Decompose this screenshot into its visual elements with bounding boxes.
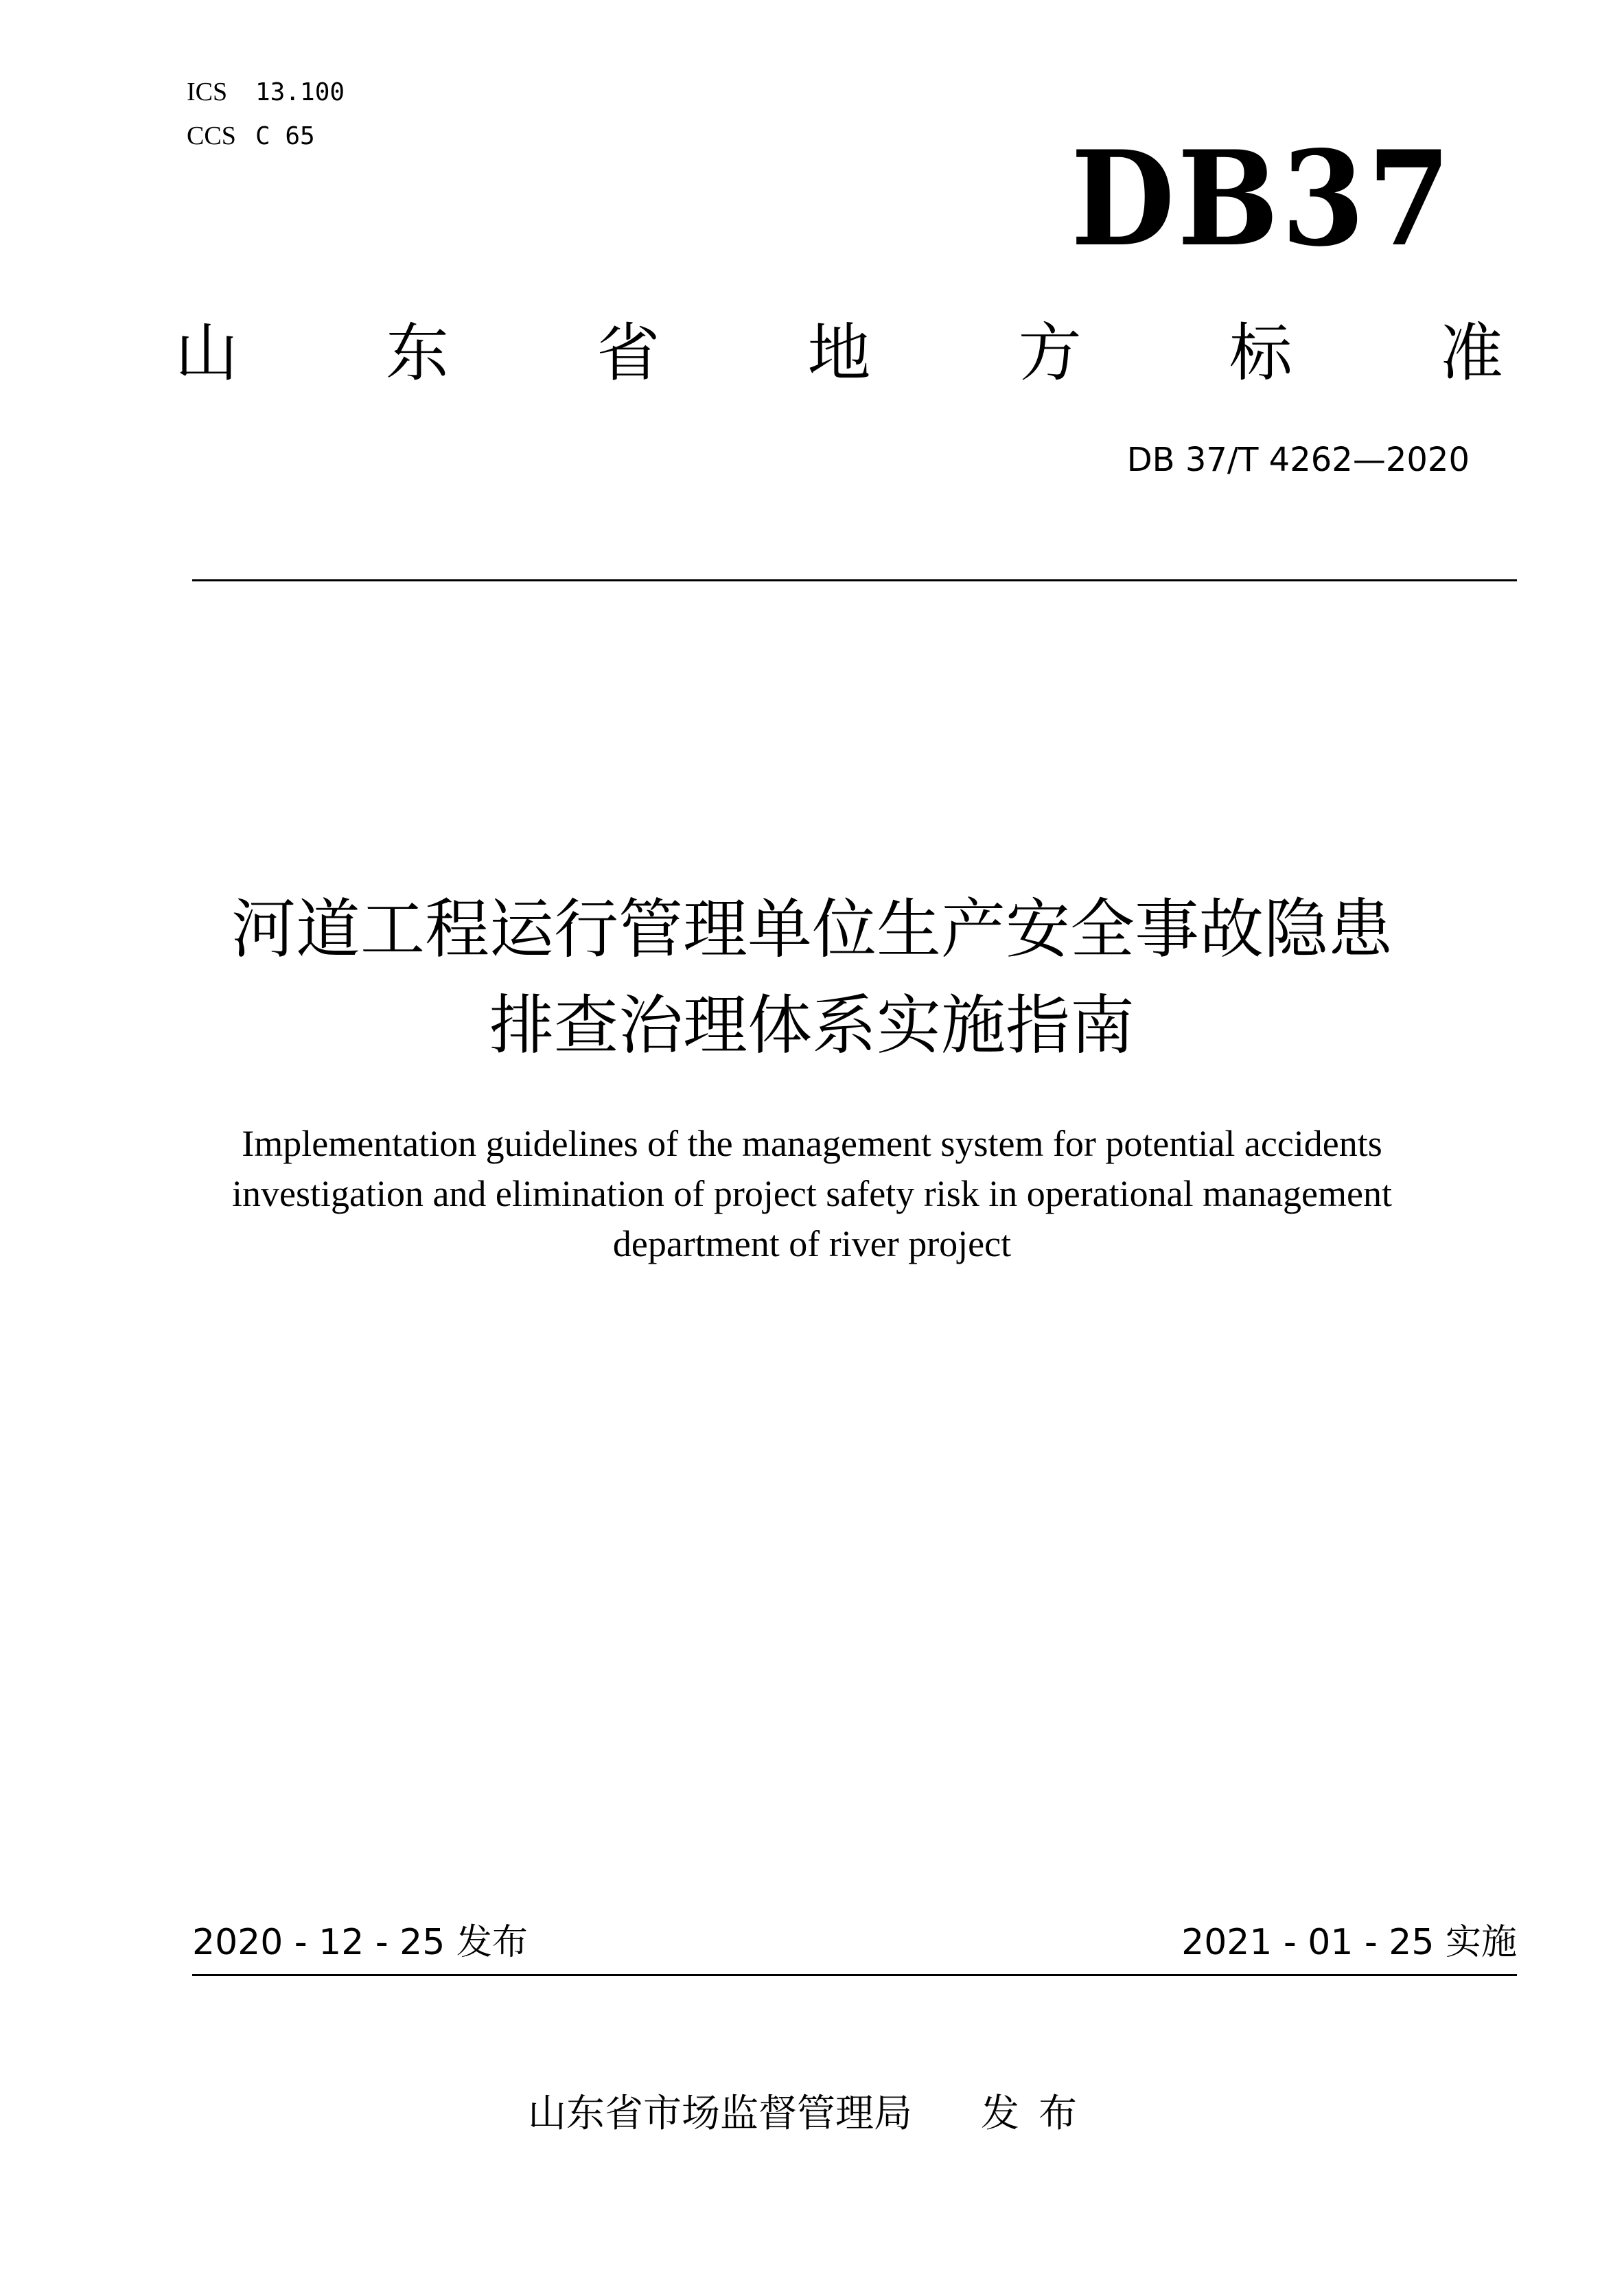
standard-type-char: 准: [1439, 316, 1503, 390]
ccs-value: C 65: [255, 122, 315, 150]
standard-type-char: 省: [596, 316, 660, 390]
publisher-name: 山东省市场监督管理局: [528, 2091, 912, 2136]
standard-type-char: 山: [175, 316, 239, 390]
ccs-label: CCS: [187, 121, 236, 150]
standard-type-char: 地: [807, 316, 871, 390]
title-english-line3: department of river project: [612, 1223, 1012, 1264]
footer-divider: [192, 1974, 1517, 1976]
standard-type-heading: [175, 312, 1503, 395]
standard-number: DB 37/T 4262—2020: [1126, 441, 1470, 479]
title-chinese-line2: 排查治理体系实施指南: [489, 988, 1135, 1063]
header-divider: [192, 579, 1517, 581]
ics-label: ICS: [187, 78, 228, 106]
db37-logo: DB37: [1071, 122, 1454, 275]
ccs-code: [187, 121, 315, 151]
publisher-line: [0, 2087, 1624, 2142]
title-chinese-line1: 河道工程运行管理单位生产安全事故隐患: [231, 892, 1393, 967]
ics-value: 13.100: [255, 78, 345, 106]
ics-code: [187, 77, 345, 107]
title-english-line2: investigation and elimination of project safety risk in operational management: [231, 1173, 1392, 1214]
effective-date: 2021 - 01 - 25 实施: [1181, 1922, 1517, 1963]
title-english-line1: Implementation guidelines of the management system for potential accidents: [242, 1123, 1382, 1164]
standard-type-char: 东: [386, 316, 450, 390]
standard-type-char: 方: [1018, 316, 1082, 390]
standard-type-char: 标: [1229, 316, 1292, 390]
issue-date: 2020 - 12 - 25 发布: [192, 1922, 528, 1963]
publish-action: 发布: [981, 2091, 1096, 2136]
